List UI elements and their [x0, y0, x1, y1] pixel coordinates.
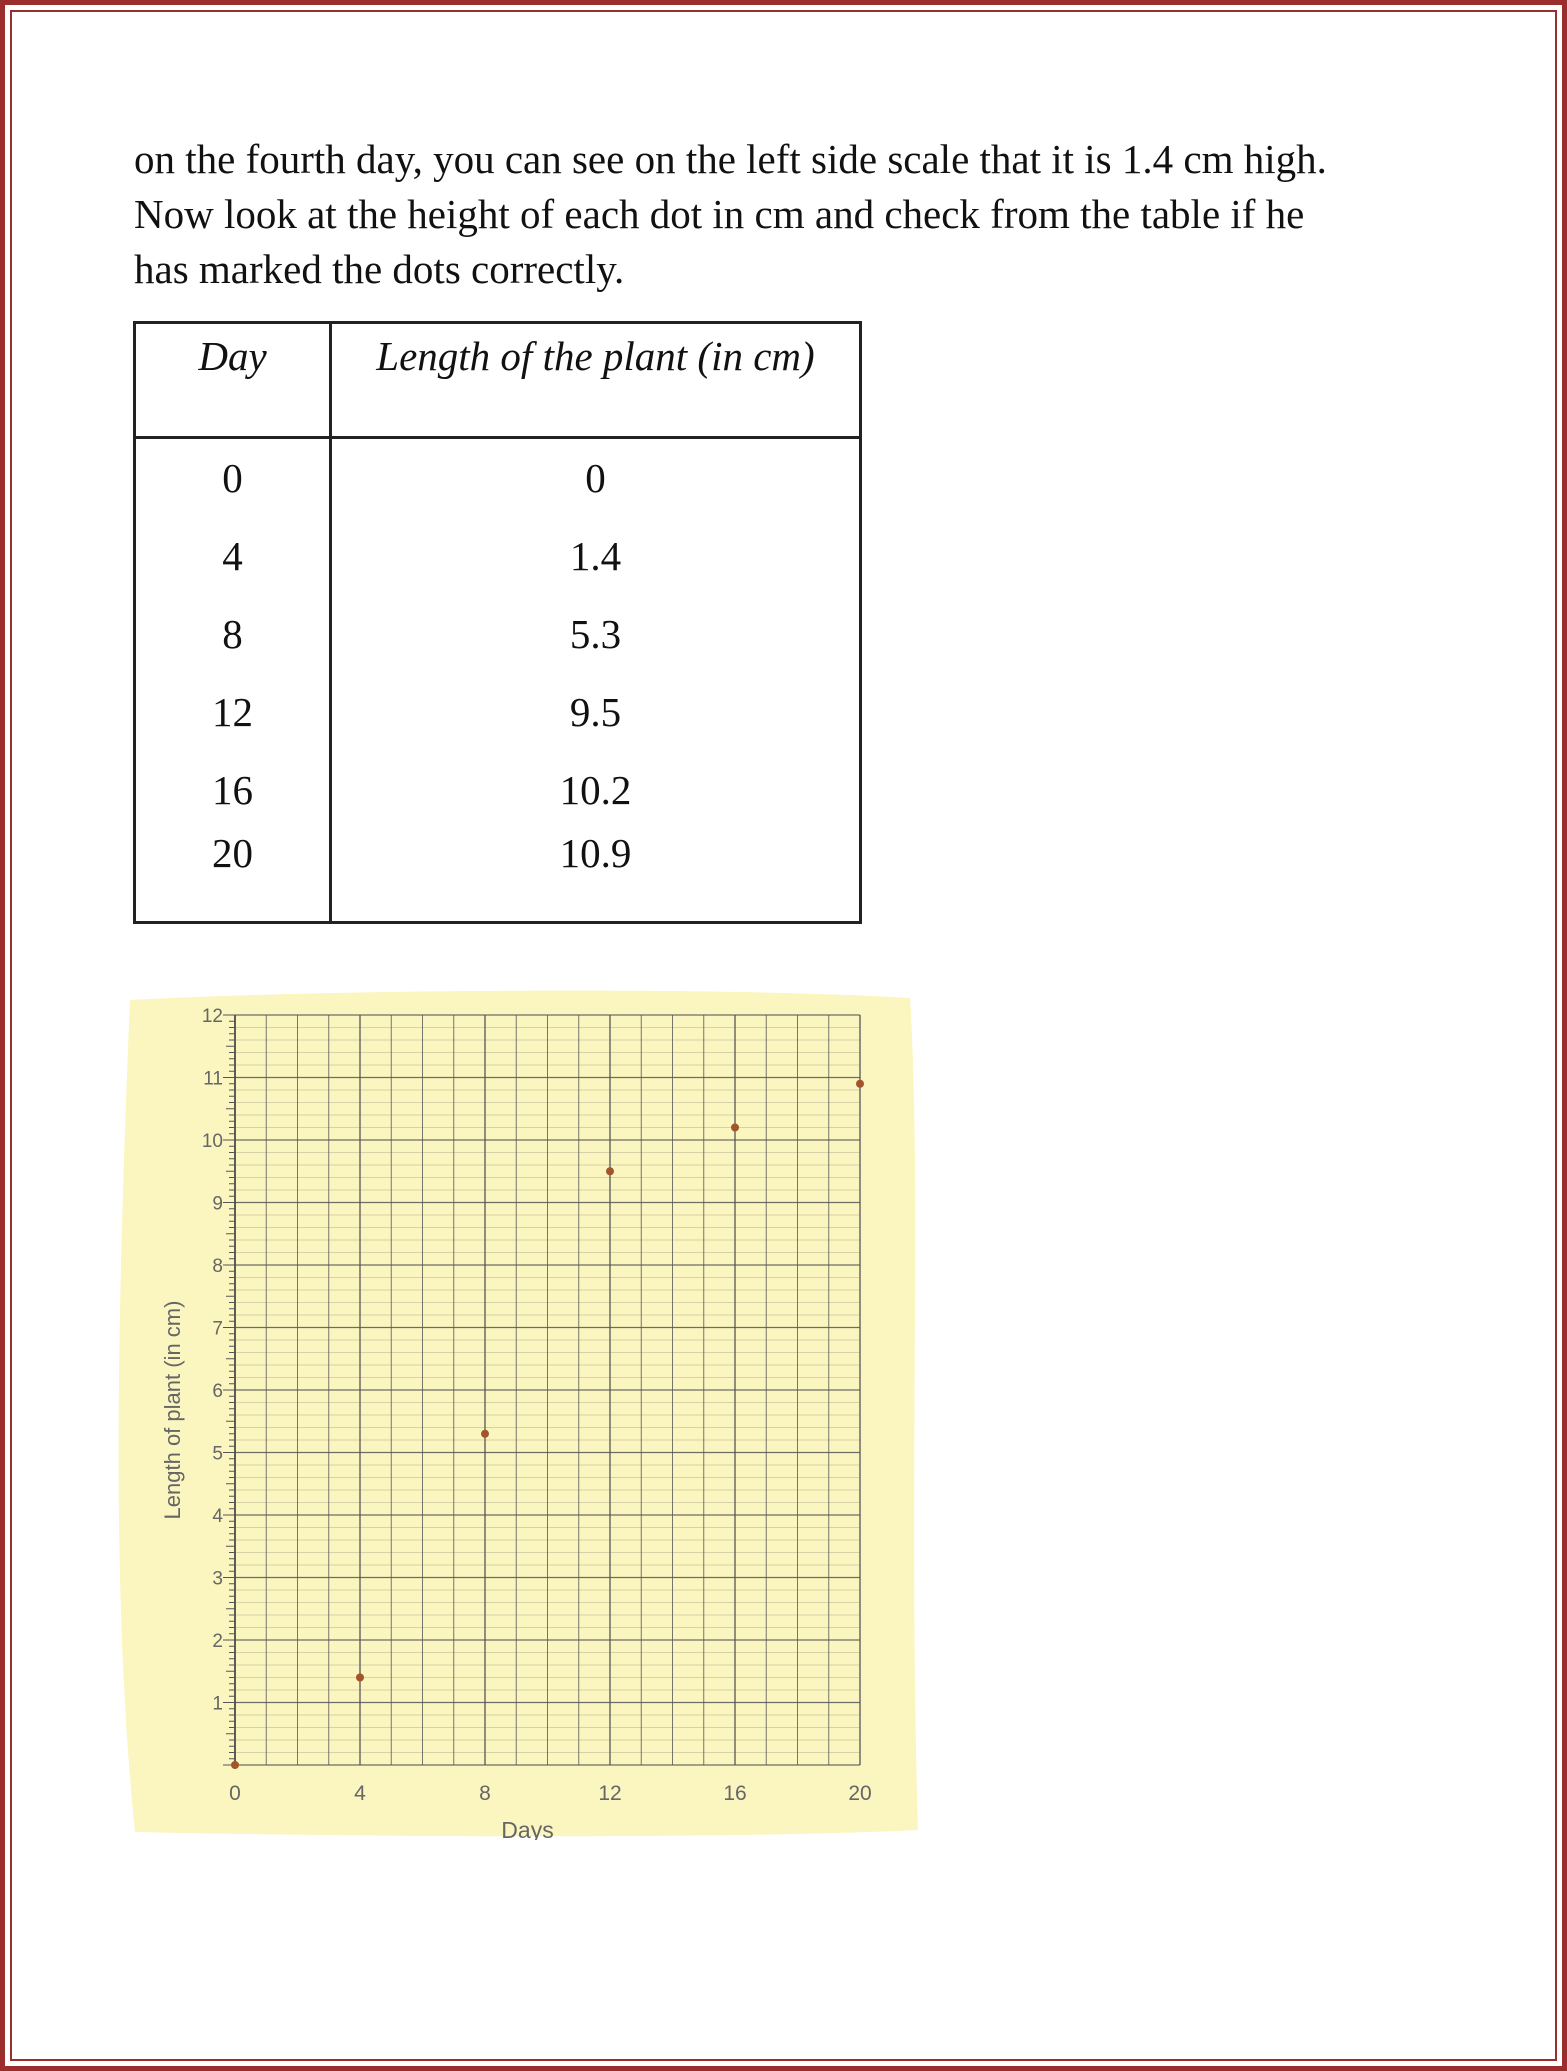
y-tick-label: 2	[212, 1631, 223, 1652]
intro-paragraph	[134, 132, 1454, 297]
y-axis-label: Length of plant (in cm)	[160, 1300, 185, 1520]
plant-growth-table	[133, 321, 862, 924]
chart-svg	[110, 990, 920, 1840]
cell-day: 0	[135, 438, 331, 518]
y-tick-label: 4	[212, 1506, 223, 1527]
table-row	[135, 595, 861, 673]
table-row	[135, 673, 861, 751]
chart-background	[119, 991, 918, 1837]
cell-day: 4	[135, 517, 331, 595]
data-point	[606, 1167, 614, 1175]
header-day: Day	[135, 323, 331, 438]
data-point	[856, 1080, 864, 1088]
x-tick-label: 0	[229, 1782, 241, 1805]
cell-length: 5.3	[331, 595, 861, 673]
table-row	[135, 438, 861, 518]
y-tick-label: 7	[212, 1318, 223, 1340]
x-axis-label: Days	[501, 1817, 554, 1840]
table-header-row	[135, 323, 861, 438]
x-tick-label: 4	[354, 1782, 366, 1805]
y-tick-label: 1	[212, 1693, 223, 1715]
y-tick-label: 6	[212, 1381, 223, 1402]
table-row	[135, 751, 861, 829]
cell-length-text: 10.9	[559, 830, 632, 876]
y-tick-label: 5	[212, 1443, 223, 1465]
x-tick-label: 12	[598, 1782, 622, 1805]
cell-day: 8	[135, 595, 331, 673]
y-tick-label: 3	[212, 1568, 223, 1590]
x-tick-label: 8	[479, 1782, 491, 1805]
cell-length: 1.4	[331, 517, 861, 595]
cell-day	[135, 829, 331, 923]
paragraph-line: Now look at the height of each dot in cm and check from the table if he	[134, 191, 1305, 237]
cell-day-text: 20	[212, 830, 253, 876]
data-point	[231, 1761, 239, 1769]
plant-growth-chart	[110, 990, 920, 1840]
y-tick-label: 8	[212, 1256, 223, 1277]
data-point	[731, 1124, 739, 1132]
paragraph-line: on the fourth day, you can see on the left side scale that it is 1.4 cm high.	[134, 136, 1327, 182]
header-length: Length of the plant (in cm)	[331, 323, 861, 438]
x-tick-label: 16	[723, 1782, 747, 1805]
x-tick-label: 20	[848, 1782, 872, 1805]
data-point	[481, 1430, 489, 1438]
table-row	[135, 829, 861, 923]
y-tick-label: 10	[201, 1131, 223, 1152]
cell-length	[331, 829, 861, 923]
table-row	[135, 517, 861, 595]
y-tick-label: 12	[201, 1006, 223, 1027]
cell-length: 0	[331, 438, 861, 518]
cell-length: 10.2	[331, 751, 861, 829]
cell-day: 16	[135, 751, 331, 829]
cell-length: 9.5	[331, 673, 861, 751]
data-point	[356, 1674, 364, 1682]
cell-day: 12	[135, 673, 331, 751]
y-tick-label: 11	[203, 1068, 223, 1090]
y-tick-label: 9	[212, 1193, 223, 1215]
paragraph-line: has marked the dots correctly.	[134, 246, 625, 292]
